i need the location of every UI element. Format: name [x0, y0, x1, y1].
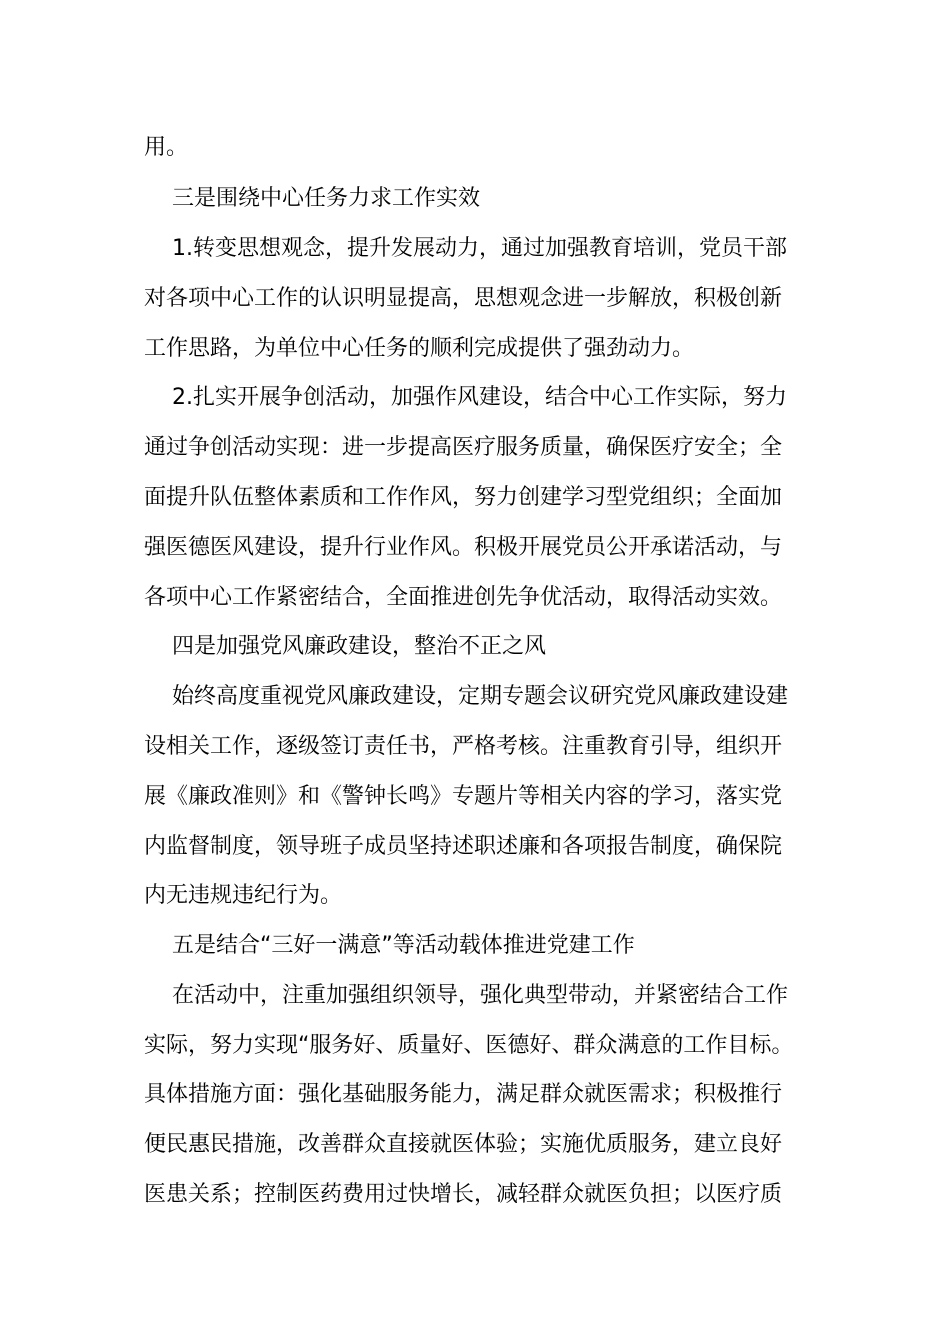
paragraph-line: 始终高度重视党风廉政建设，定期专题会议研究党风廉政建设建 — [172, 684, 789, 709]
paragraph-line: 内监督制度，领导班子成员坚持述职述廉和各项报告制度，确保院 — [144, 834, 783, 859]
paragraph-line: 内无违规违纪行为。 — [144, 883, 343, 908]
paragraph-line: 具体措施方面：强化基础服务能力，满足群众就医需求；积极推行 — [144, 1082, 783, 1107]
paragraph-line: 在活动中，注重加强组织领导，强化典型带动，并紧密结合工作 — [172, 983, 789, 1008]
paragraph-line: 强医德医风建设，提升行业作风。积极开展党员公开承诺活动，与 — [144, 535, 783, 560]
paragraph-line: 对各项中心工作的认识明显提高，思想观念进一步解放，积极创新 — [144, 286, 783, 311]
paragraph-line: 医患关系；控制医药费用过快增长，减轻群众就医负担；以医疗质 — [144, 1182, 783, 1207]
paragraph-line: 1.转变思想观念，提升发展动力，通过加强教育培训，党员干部 — [172, 236, 787, 261]
paragraph-line: 2.扎实开展争创活动，加强作风建设，结合中心工作实际，努力 — [172, 385, 787, 410]
paragraph-line: 各项中心工作紧密结合，全面推进创先争优活动，取得活动实效。 — [144, 585, 783, 610]
section-heading-three: 三是围绕中心任务力求工作实效 — [172, 186, 481, 211]
paragraph-line: 通过争创活动实现：进一步提高医疗服务质量，确保医疗安全；全 — [144, 435, 783, 460]
paragraph-line: 工作思路，为单位中心任务的顺利完成提供了强劲动力。 — [144, 336, 695, 361]
section-heading-four: 四是加强党风廉政建设，整治不正之风 — [172, 634, 547, 659]
paragraph-line: 设相关工作，逐级签订责任书，严格考核。注重教育引导，组织开 — [144, 734, 783, 759]
paragraph-continuation-line: 用。 — [144, 135, 189, 160]
paragraph-line: 面提升队伍整体素质和工作作风，努力创建学习型党组织；全面加 — [144, 485, 783, 510]
paragraph-line: 展《廉政准则》和《警钟长鸣》专题片等相关内容的学习，落实党 — [144, 784, 783, 809]
paragraph-line: 便民惠民措施，改善群众直接就医体验；实施优质服务，建立良好 — [144, 1132, 783, 1157]
paragraph-line: 实际，努力实现“服务好、质量好、医德好、群众满意的工作目标。 — [144, 1033, 794, 1058]
section-heading-five: 五是结合“三好一满意”等活动载体推进党建工作 — [172, 933, 635, 958]
